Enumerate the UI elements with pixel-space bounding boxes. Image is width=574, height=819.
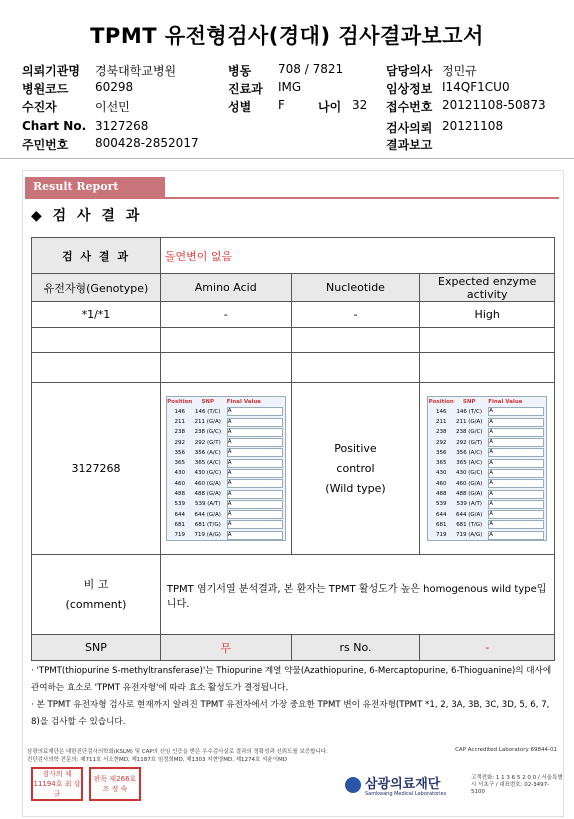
snp-call: 365 (A/C)	[456, 460, 483, 467]
control-label-line: (Wild type)	[325, 481, 386, 495]
snp-value: 무	[160, 635, 291, 661]
snp-final-value: A	[227, 500, 283, 509]
snp-final-value: A	[227, 407, 283, 416]
snp-final-value: A	[227, 418, 283, 427]
resident-value: 800428-2852017	[95, 136, 199, 150]
snp-panel-row	[428, 489, 546, 499]
sequence-row	[32, 383, 555, 555]
snp-position: 460	[435, 480, 447, 487]
snp-row	[32, 635, 555, 661]
snp-call: 644 (G/A)	[194, 511, 221, 518]
snp-panel-row	[428, 510, 546, 520]
snp-final-value: A	[488, 428, 544, 437]
receipt-label: 접수번호	[386, 100, 433, 114]
snp-call: 488 (G/A)	[194, 491, 221, 498]
stamp-seal: 검사의 제11194호 최 삼 규	[31, 767, 83, 801]
snp-call: 719 (A/G)	[455, 532, 483, 539]
genotype-row	[32, 302, 555, 328]
ward-label: 병동	[228, 64, 252, 78]
snp-position: 211	[174, 419, 185, 425]
snp-call: 365 (A/C)	[194, 460, 221, 467]
snp-final-value: A	[227, 448, 283, 457]
sample-snp-panel	[166, 396, 286, 542]
snp-final-value: A	[227, 459, 283, 468]
snp-panel-header-cell: Position	[167, 398, 193, 405]
snp-position: 681	[435, 521, 447, 528]
snp-position: 488	[174, 491, 185, 498]
resident-label: 주민번호	[22, 138, 69, 152]
stamp-seal: 판독 제266호 조 정 숙	[89, 767, 141, 801]
snp-panel-header	[428, 397, 546, 407]
footer-doctors-text: 진단검사의학 전문의: 제711호 서소현MD, 제1187호 임정희MD, 제1303 지현영MD, 제1274호 석윤이MD	[27, 757, 288, 763]
snp-panel-row	[167, 489, 285, 499]
snp-panel-header-cell: SNP	[462, 398, 476, 405]
snp-position: 292	[435, 439, 447, 446]
sample-id: 3127268	[32, 383, 161, 555]
snp-position: 146	[174, 408, 185, 415]
request-date-value: 20121108	[442, 119, 504, 133]
remark-label-cell	[32, 555, 161, 635]
snp-call: 460 (G/A)	[194, 480, 221, 487]
snp-call: 644 (G/A)	[455, 511, 483, 518]
request-label: 검사의뢰	[386, 121, 433, 135]
section-heading: ◆ 검 사 결 과	[31, 208, 143, 224]
snp-panel-row	[167, 499, 285, 509]
snp-position: 356	[435, 449, 447, 456]
patient-value: 이선민	[95, 100, 130, 114]
sex-label: 성별	[228, 100, 252, 114]
snp-panel-row	[167, 417, 285, 427]
org-contact: 고객전화: 1 1 3 6 5 2 0 0 / 서울특별시 서초구 / 대표번호: 02-3497-5100	[471, 775, 563, 795]
snp-position: 211	[435, 419, 447, 425]
snp-call: 292 (G/T)	[456, 439, 483, 446]
institution-label: 의뢰기관명	[22, 64, 80, 78]
snp-panel-row	[428, 530, 546, 540]
remark-label: 비 고	[83, 577, 109, 591]
snp-position: 365	[174, 460, 185, 467]
snp-final-value: A	[488, 531, 544, 540]
snp-final-value: A	[227, 469, 283, 478]
snp-panel-row	[428, 448, 546, 458]
snp-call: 211 (G/A)	[194, 419, 221, 425]
snp-panel-row	[167, 407, 285, 417]
doctor-label: 담당의사	[386, 64, 433, 78]
report-title: TPMT 유전형검사(경대) 검사결과보고서	[90, 24, 484, 48]
snp-call: 681 (T/G)	[456, 521, 483, 528]
genotype-value: *1/*1	[32, 302, 161, 328]
snp-position: 460	[174, 480, 185, 487]
snp-position: 539	[174, 501, 185, 508]
snp-panel-row	[167, 437, 285, 447]
snp-position: 719	[435, 532, 447, 539]
control-snp-panel-cell	[420, 383, 555, 555]
result-value: 돌연변이 없음	[160, 238, 554, 274]
snp-final-value: A	[488, 490, 544, 499]
notes	[31, 663, 555, 731]
snp-position: 430	[174, 470, 185, 477]
snp-call: 146 (T/C)	[456, 408, 482, 415]
snp-call: 539 (A/T)	[456, 501, 482, 508]
snp-position: 430	[435, 470, 447, 477]
snp-call: 292 (G/T)	[194, 439, 221, 446]
age-value: 32	[352, 98, 368, 112]
hospital-code-value: 60298	[95, 80, 134, 94]
chart-label: Chart No.	[22, 119, 87, 133]
snp-final-value: A	[227, 520, 283, 529]
snp-position: 488	[435, 491, 447, 498]
snp-call: 681 (T/G)	[194, 521, 221, 528]
snp-final-value: A	[488, 500, 544, 509]
snp-final-value: A	[488, 510, 544, 519]
snp-position: 292	[174, 439, 185, 446]
hospital-code-label: 병원코드	[22, 82, 69, 96]
snp-final-value: A	[227, 490, 283, 499]
snp-position: 644	[174, 511, 185, 518]
note-line: · 본 TPMT 유전자형 검사로 현재까지 알려진 TPMT 유전자에서 가장 중요한 TPMT 변이 유전자형(TPMT *1, 2, 3A, 3B, 3C, 3D, 5, 6, 7, 8)을 검사할 수 있습니다.	[31, 700, 550, 727]
result-report-sheet	[22, 170, 564, 817]
remark-label: (comment)	[65, 597, 127, 611]
result-table	[31, 237, 555, 661]
patient-label: 수진자	[22, 100, 57, 114]
snp-panel-row	[167, 448, 285, 458]
sample-snp-panel-cell	[160, 383, 291, 555]
snp-call: 539 (A/T)	[194, 501, 221, 508]
org-name: 삼광의료재단	[365, 777, 441, 792]
snp-panel-row	[428, 417, 546, 427]
footer-cap-text: CAP Accredited Laboratory 69844-01	[455, 747, 557, 753]
snp-panel-header	[167, 397, 285, 407]
control-label-line: control	[336, 461, 375, 475]
snp-call: 460 (G/A)	[455, 480, 483, 487]
snp-position: 146	[435, 408, 447, 415]
snp-panel-row	[428, 499, 546, 509]
empty-row	[32, 353, 555, 383]
snp-panel-row	[167, 530, 285, 540]
snp-panel-row	[428, 520, 546, 530]
snp-call: 146 (T/C)	[194, 408, 221, 415]
rs-value: -	[420, 635, 555, 661]
snp-position: 719	[174, 532, 185, 539]
snp-position: 365	[435, 460, 447, 467]
snp-position: 681	[174, 521, 185, 528]
result-report-label: 결과보고	[386, 138, 433, 152]
age-label: 나이	[318, 100, 342, 114]
control-snp-panel	[427, 396, 547, 542]
snp-panel-row	[167, 479, 285, 489]
enzyme-activity-value: High	[420, 302, 555, 328]
header-divider	[0, 158, 574, 159]
org-name-en: Samkwang Medical Laboratories	[365, 791, 447, 797]
genotype-header-row	[32, 274, 555, 302]
snp-call: 719 (A/G)	[194, 532, 221, 539]
snp-panel-row	[428, 479, 546, 489]
snp-position: 356	[174, 449, 185, 456]
snp-call: 430 (G/C)	[455, 470, 483, 477]
snp-final-value: A	[227, 428, 283, 437]
result-report-badge: Result Report	[25, 177, 165, 197]
snp-panel-header-cell: SNP	[201, 398, 215, 405]
col-enzyme-activity: Expected enzyme activity	[420, 274, 555, 302]
snp-panel-row	[428, 468, 546, 478]
snp-panel-row	[428, 437, 546, 447]
amino-acid-value: -	[160, 302, 291, 328]
snp-final-value: A	[488, 438, 544, 447]
chart-value: 3127268	[95, 119, 149, 133]
note-line: · 'TPMT(thiopurine S-methyltransferase)'는 Thiopurine 계열 약물(Azathiopurine, 6-Mercaptopurine, 6-Thioguanine)의 대사에 관여하는 효소로 'TPMT 유전자형'에 따라 효소 활성도가 결정됩니다.	[31, 666, 552, 693]
snp-panel-header-cell: Final Value	[226, 398, 262, 405]
snp-panel-row	[428, 427, 546, 437]
snp-position: 539	[435, 501, 447, 508]
snp-final-value: A	[488, 520, 544, 529]
snp-call: 356 (A/C)	[194, 449, 221, 456]
snp-panel-row	[167, 510, 285, 520]
badge-underline	[25, 197, 559, 199]
clinical-label: 임상정보	[386, 82, 433, 96]
snp-call: 488 (G/A)	[455, 491, 483, 498]
footer-cert-text: 삼광의료재단은 대한진단검사의학회(KSLM) 및 CAP의 신임 인증을 받은 우수검사실로 결과의 정확성과 신뢰도를 보증합니다.	[27, 749, 328, 755]
col-amino-acid: Amino Acid	[160, 274, 291, 302]
snp-position: 644	[435, 511, 447, 518]
org-logo-icon	[345, 777, 361, 793]
snp-panel-row	[167, 427, 285, 437]
snp-panel-row	[428, 458, 546, 468]
control-label-line: Positive	[334, 441, 377, 455]
nucleotide-value: -	[291, 302, 420, 328]
snp-position: 238	[174, 429, 185, 436]
control-label-cell	[291, 383, 420, 555]
remark-text: TPMT 염기서열 분석결과, 본 환자는 TPMT 활성도가 높은 homogenous wild type입니다.	[160, 555, 554, 635]
snp-final-value: A	[488, 448, 544, 457]
col-nucleotide: Nucleotide	[291, 274, 420, 302]
snp-call: 238 (G/C)	[455, 429, 483, 436]
snp-final-value: A	[227, 531, 283, 540]
snp-position: 238	[435, 429, 447, 436]
receipt-value: 20121108-50873	[442, 98, 546, 112]
sex-value: F	[278, 98, 285, 112]
ward-value: 708 / 7821	[278, 62, 344, 76]
rs-label: rs No.	[291, 635, 420, 661]
result-label: 검 사 결 과	[32, 238, 161, 274]
snp-call: 356 (A/C)	[456, 449, 483, 456]
snp-final-value: A	[488, 407, 544, 416]
empty-row	[32, 328, 555, 353]
col-genotype: 유전자형(Genotype)	[32, 274, 161, 302]
snp-panel-row	[167, 458, 285, 468]
snp-final-value: A	[488, 459, 544, 468]
snp-final-value: A	[227, 479, 283, 488]
doctor-value: 정민규	[442, 64, 477, 78]
snp-final-value: A	[227, 510, 283, 519]
snp-panel-header-cell: Final Value	[488, 398, 523, 405]
snp-panel-row	[428, 407, 546, 417]
snp-call: 211 (G/A)	[455, 419, 483, 425]
dept-label: 진료과	[228, 82, 263, 96]
clinical-value: I14QF1CU0	[442, 80, 510, 94]
snp-label: SNP	[32, 635, 161, 661]
snp-final-value: A	[488, 469, 544, 478]
snp-call: 430 (G/C)	[194, 470, 221, 477]
institution-value: 경북대학교병원	[95, 64, 177, 78]
dept-value: IMG	[278, 80, 302, 94]
snp-panel-header-cell: Position	[428, 398, 454, 405]
snp-panel-row	[167, 468, 285, 478]
snp-panel-row	[167, 520, 285, 530]
snp-call: 238 (G/C)	[194, 429, 221, 436]
snp-final-value: A	[488, 418, 544, 427]
remark-row	[32, 555, 555, 635]
snp-final-value: A	[488, 479, 544, 488]
snp-final-value: A	[227, 438, 283, 447]
